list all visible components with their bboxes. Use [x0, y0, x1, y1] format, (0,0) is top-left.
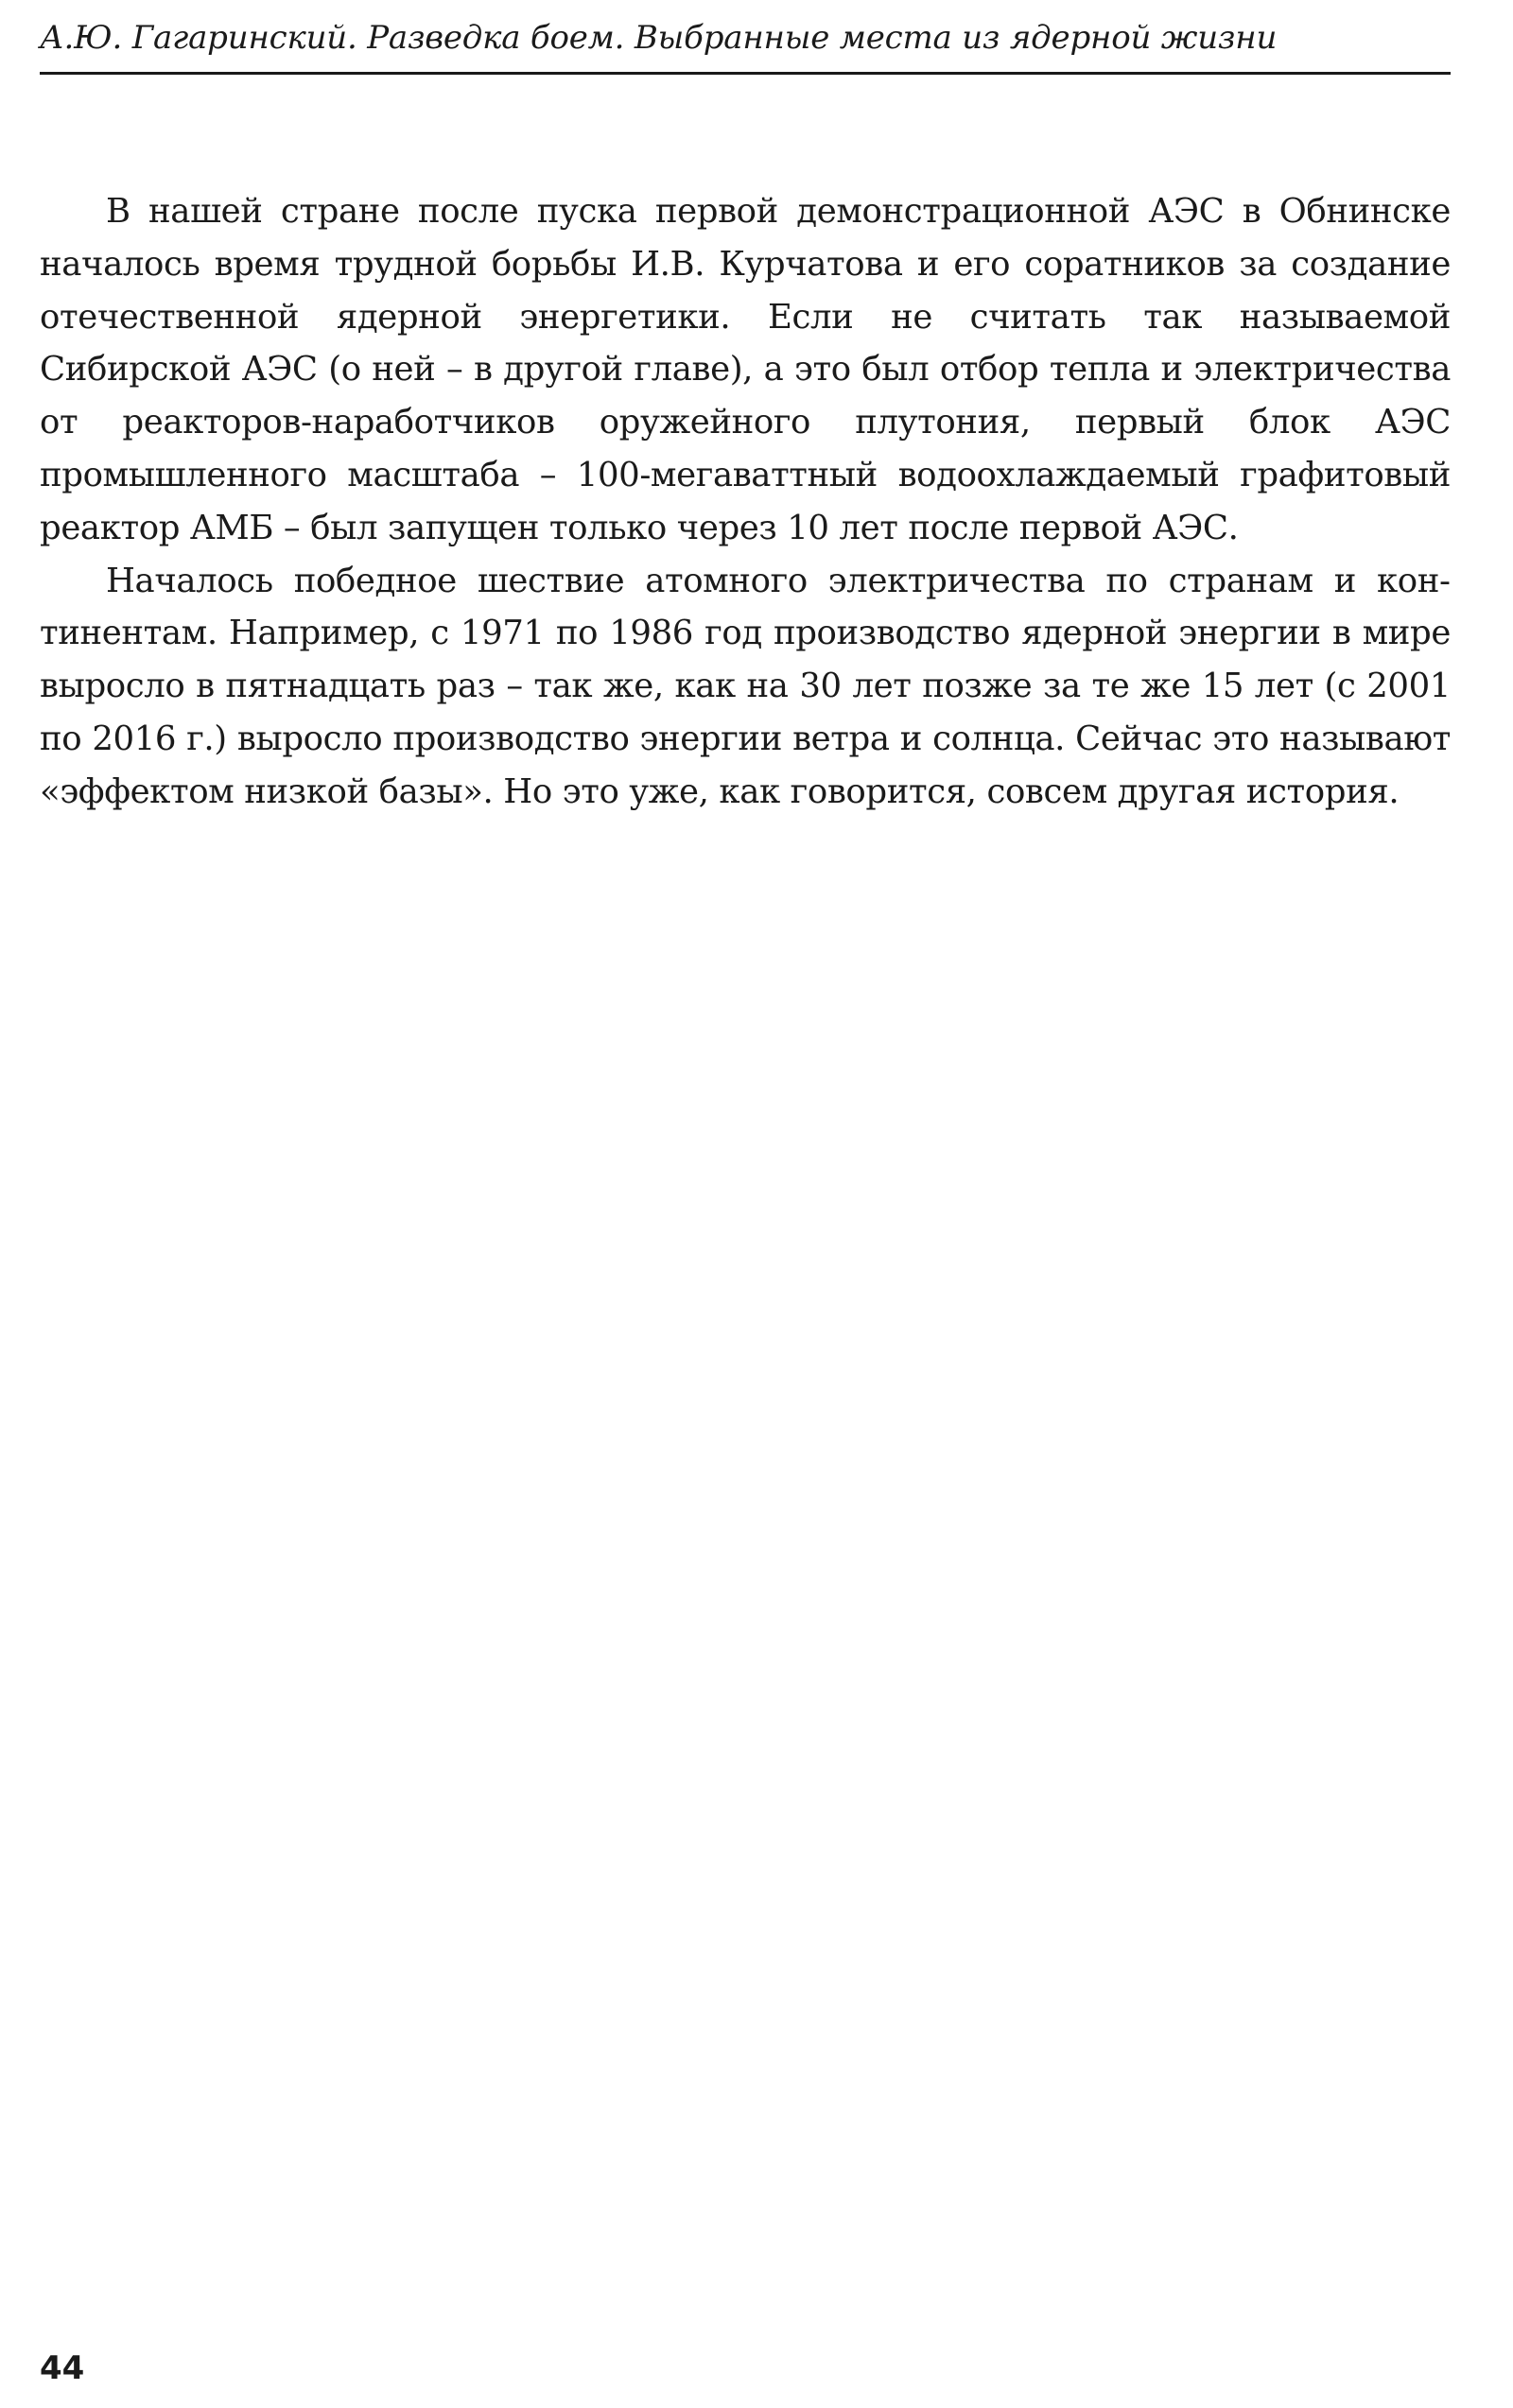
- running-head: А.Ю. Гагаринский. Разведка боем. Выбранные места из ядерной жизни: [40, 19, 1278, 57]
- page-number: 44: [40, 2349, 85, 2387]
- body-text: [40, 185, 1451, 819]
- paragraph: В нашей стране после пуска первой демонстрационной АЭС в Обнинске началось время трудной борьбы И.В. Курчатова и его соратников за создание отечественной ядерной энергетики. Если не считать так называемой Сибирской АЭС (о ней – в другой главе), а это был отбор тепла и электричества от реакторов-наработчиков оружейного плутония, первый блок АЭС промышленного масштаба – 100-мегаваттный водоохлаждаемый графитовый реактор АМБ – был запущен только через 10 лет после первой АЭС.: [40, 192, 1451, 547]
- paragraph: Началось победное шествие атомного электричества по странам и континентам. Например, с 1971 по 1986 год производство ядерной энергии в мире выросло в пятнадцать раз – так же, как на 30 лет позже за те же 15 лет (с 2001 по 2016 г.) выросло производство энергии ветра и солнца. Сейчас это называют «эффектом низкой базы». Но это уже, как говорится, совсем другая история.: [40, 561, 1451, 811]
- header-rule: [40, 72, 1451, 75]
